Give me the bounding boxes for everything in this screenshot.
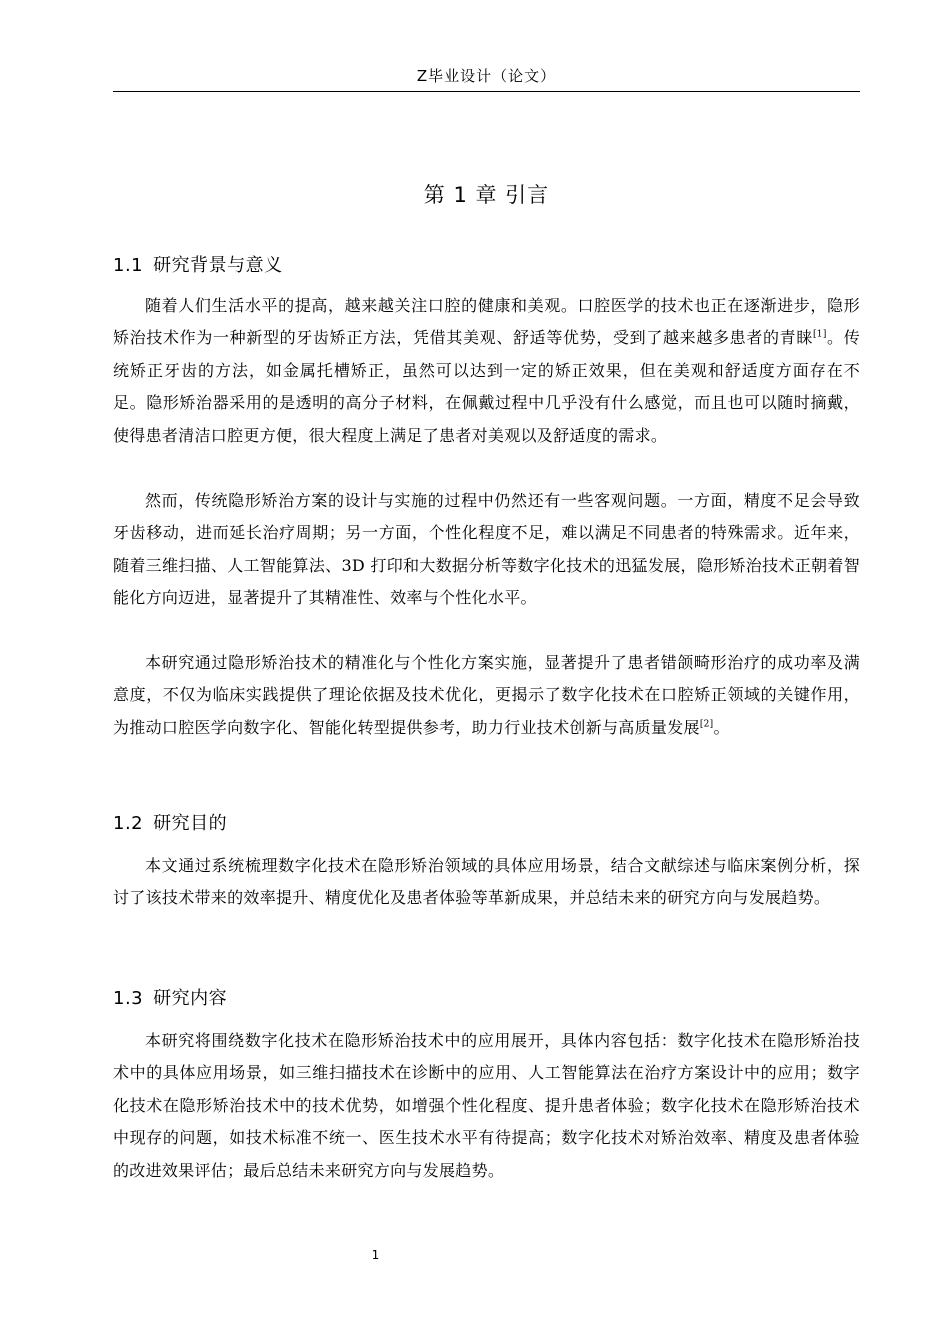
paragraph-background-2 [113, 485, 860, 615]
paragraph-content [113, 1025, 860, 1187]
section-number: 1.2 [113, 813, 144, 834]
paragraph-text-continued: 。 [713, 717, 730, 737]
paragraph-text: 随着人们生活水平的提高，越来越关注口腔的健康和美观。口腔医学的技术也正在逐渐进步，隐形矫治技术作为一种新型的牙齿矫正方法，凭借其美观、舒适等优势，受到了越来越多患者的青睐 [113, 296, 860, 348]
section-title: 研究内容 [153, 988, 228, 1009]
section-number: 1.3 [113, 988, 144, 1009]
citation-marker: [2] [699, 719, 714, 730]
section-number: 1.1 [113, 255, 144, 276]
chapter-title: 第 1 章 引言 [423, 183, 550, 207]
section-heading-1-3 [113, 986, 860, 1012]
section-heading-1-1 [113, 253, 860, 279]
paragraph-text: 本文通过系统梳理数字化技术在隐形矫治领域的具体应用场景，结合文献综述与临床案例分析，探讨了该技术带来的效率提升、精度优化及患者体验等革新成果，并总结未来的研究方向与发展趋势。 [113, 856, 860, 908]
section-title: 研究目的 [153, 813, 228, 834]
paragraph-background-3 [113, 647, 860, 744]
section-title: 研究背景与意义 [153, 255, 283, 276]
paragraph-purpose [113, 850, 860, 915]
section-heading-1-2 [113, 811, 860, 837]
header-rule [113, 91, 860, 92]
paragraph-text-continued: 。传统矫正牙齿的方法，如金属托槽矫正，虽然可以达到一定的矫正效果，但在美观和舒适度方面存在不足。隐形矫治器采用的是透明的高分子材料，在佩戴过程中几乎没有什么感觉，而且也可以随时摘戴，使得患者清洁口腔更方便，很大程度上满足了患者对美观以及舒适度的需求。 [113, 328, 860, 445]
running-header: Z毕业设计（论文） [416, 67, 557, 85]
paragraph-text: 本研究将围绕数字化技术在隐形矫治技术中的应用展开，具体内容包括：数字化技术在隐形矫治技术中的具体应用场景，如三维扫描技术在诊断中的应用、人工智能算法在治疗方案设计中的应用；数字化技术在隐形矫治技术中的技术优势，如增强个性化程度、提升患者体验；数字化技术在隐形矫治技术中现存的问题，如技术标准不统一、医生技术水平有待提高；数字化技术对矫治效率、精度及患者体验的改进效果评估；最后总结未来研究方向与发展趋势。 [113, 1031, 860, 1180]
paragraph-text: 本研究通过隐形矫治技术的精准化与个性化方案实施，显著提升了患者错颌畸形治疗的成功率及满意度，不仅为临床实践提供了理论依据及技术优化，更揭示了数字化技术在口腔矫正领域的关键作用，为推动口腔医学向数字化、智能化转型提供参考，助力行业技术创新与高质量发展 [113, 653, 860, 737]
paragraph-background-1 [113, 290, 860, 452]
paragraph-text: 然而，传统隐形矫治方案的设计与实施的过程中仍然还有一些客观问题。一方面，精度不足会导致牙齿移动，进而延长治疗周期；另一方面，个性化程度不足，难以满足不同患者的特殊需求。近年来，随着三维扫描、人工智能算法、3D 打印和大数据分析等数字化技术的迅猛发展，隐形矫治技术正朝着智能化方向迈进，显著提升了其精准性、效率与个性化水平。 [113, 491, 860, 608]
page-number: 1 [371, 1248, 380, 1262]
citation-marker: [1] [813, 330, 827, 341]
